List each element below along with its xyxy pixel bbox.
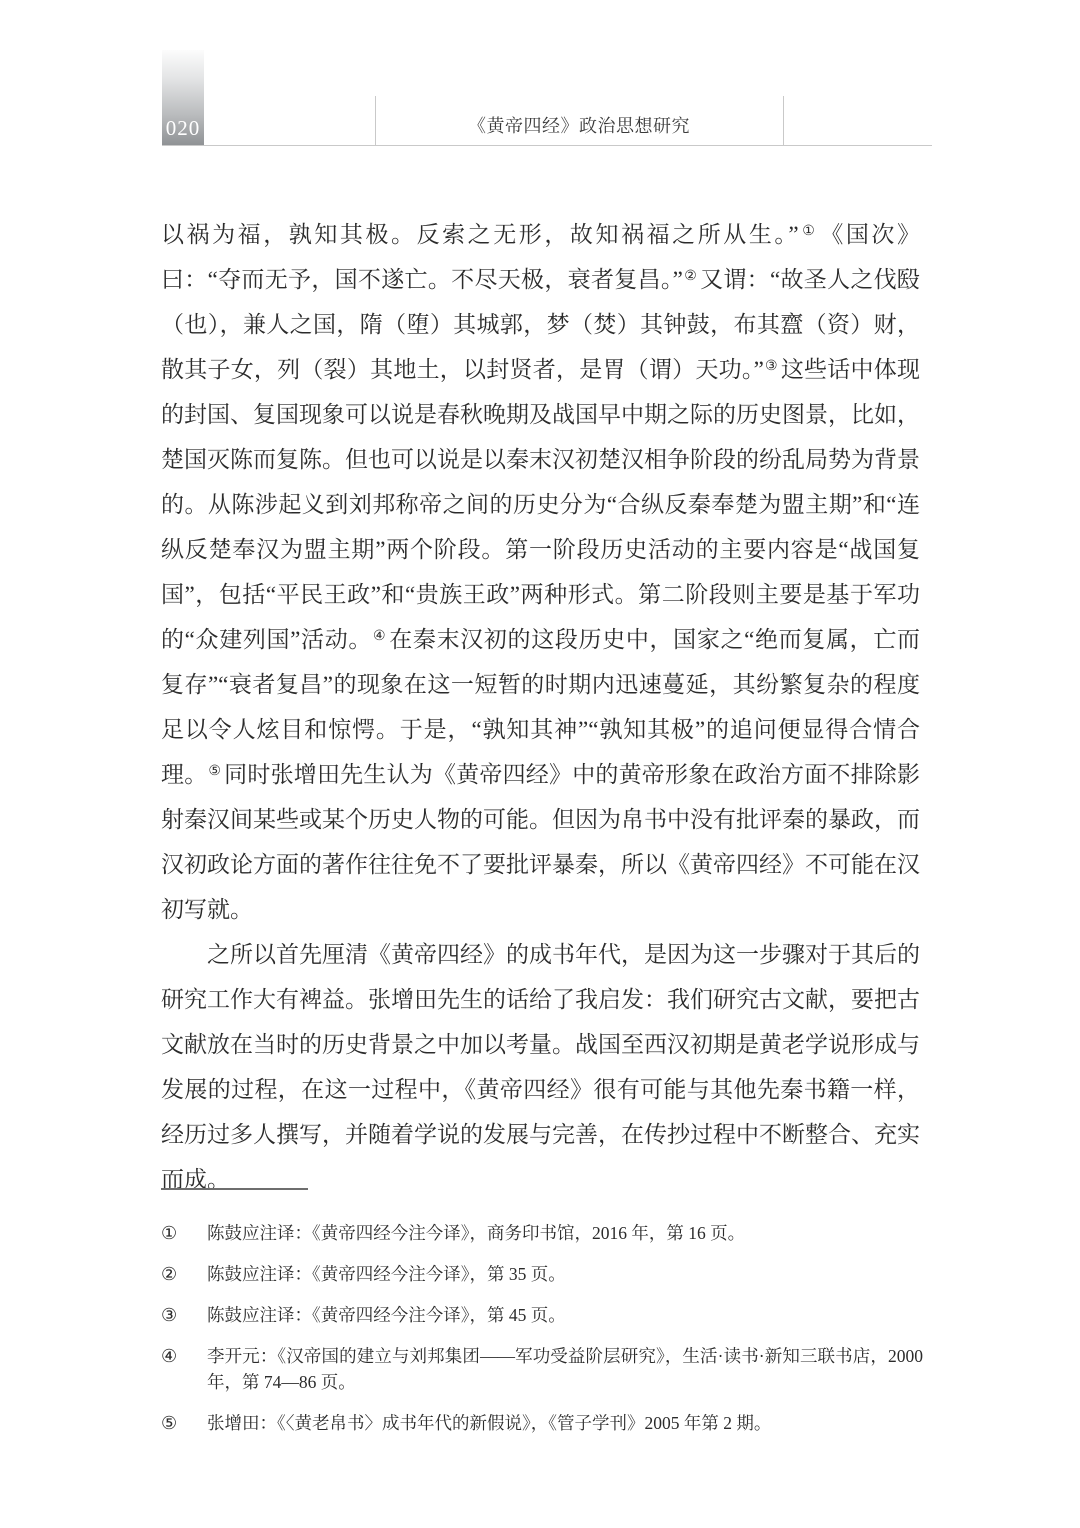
- running-header-title: 《黄帝四经》政治思想研究: [468, 116, 690, 136]
- footnote-text: 陈鼓应注译：《黄帝四经今注今译》，第 35 页。: [207, 1264, 566, 1284]
- footnote-marker: ④: [161, 1346, 178, 1366]
- footnote-text: 张增田：《〈黄老帛书〉成书年代的新假说》，《管子学刊》2005 年第 2 期。: [207, 1413, 772, 1433]
- body-paragraph: 之所以首先厘清《黄帝四经》的成书年代，是因为这一步骤对于其后的研究工作大有裨益。张增田先生的话给了我启发：我们研究古文献，要把古文献放在当时的历史背景之中加以考量。战国至西汉初期是黄老学说形成与发展的过程，在这一过程中，《黄帝四经》很有可能与其他先秦书籍一样，经历过多人撰写，并随着学说的发展与完善，在传抄过程中不断整合、充实而成。: [161, 942, 920, 1192]
- footnote-text: 李开元：《汉帝国的建立与刘邦集团——军功受益阶层研究》，生活·读书·新知三联书店，2000 年，第 74—86 页。: [207, 1346, 923, 1392]
- footnote-marker: ②: [161, 1264, 178, 1284]
- footnote-ref: ⑤: [208, 764, 222, 779]
- footnotes-section: [161, 1188, 923, 1451]
- footnote-text: 陈鼓应注译：《黄帝四经今注今译》，第 45 页。: [207, 1305, 566, 1325]
- page-number: 020: [165, 116, 201, 140]
- header-tick-right: [783, 96, 784, 145]
- footnote-item: [161, 1302, 923, 1328]
- footnote-list: [161, 1220, 923, 1436]
- page-number-block: [162, 50, 204, 146]
- body-paragraph: 以祸为福，孰知其极。反索之无形，故知祸福之所从生。”① 《国次》曰：“夺而无予，国不遂亡。不尽天极，衰者复昌。”② 又谓：“故圣人之伐殹（也），兼人之国，隋（堕）其城郭，梦（焚）其钟鼓，布其齍（资）财，散其子女，列（裂）其地土，以封贤者，是胃（谓）天功。”③ 这些话中体现的封国、复国现象可以说是春秋晚期及战国早中期之际的历史图景，比如，楚国灭陈而复陈。但也可以说是以秦末汉初楚汉相争阶段的纷乱局势为背景的。从陈涉起义到刘邦称帝之间的历史分为“合纵反秦奉楚为盟主期”和“连纵反楚奉汉为盟主期”两个阶段。第一阶段历史活动的主要内容是“战国复国”，包括“平民王政”和“贵族王政”两种形式。第二阶段则主要是基于军功的“众建列国”活动。④ 在秦末汉初的这段历史中，国家之“绝而复属，亡而复存”“衰者复昌”的现象在这一短暂的时期内迅速蔓延，其纷繁复杂的程度足以令人炫目和惊愕。于是，“孰知其神”“孰知其极”的追问便显得合情合理。⑤ 同时张增田先生认为《黄帝四经》中的黄帝形象在政治方面不排除影射秦汉间某些或某个历史人物的可能。但因为帛书中没有批评秦的暴政，而汉初政论方面的著作往往免不了要批评暴秦，所以《黄帝四经》不可能在汉初写就。: [161, 222, 921, 922]
- footnote-ref: ①: [799, 224, 818, 239]
- footnote-separator: [161, 1188, 308, 1190]
- body-text-block: [161, 212, 920, 1202]
- footnote-text: 陈鼓应注译：《黄帝四经今注今译》，商务印书馆，2016 年，第 16 页。: [207, 1223, 746, 1243]
- footnote-ref: ④: [373, 629, 387, 644]
- header-rule: [162, 145, 932, 146]
- footnote-marker: ①: [161, 1223, 178, 1243]
- footnote-item: [161, 1261, 923, 1287]
- footnote-item: [161, 1220, 923, 1246]
- footnote-ref: ③: [764, 359, 778, 374]
- footnote-ref: ②: [683, 269, 698, 284]
- footnote-marker: ③: [161, 1305, 178, 1325]
- footnote-marker: ⑤: [161, 1413, 178, 1433]
- footnote-item: [161, 1343, 923, 1395]
- footnote-item: [161, 1410, 923, 1436]
